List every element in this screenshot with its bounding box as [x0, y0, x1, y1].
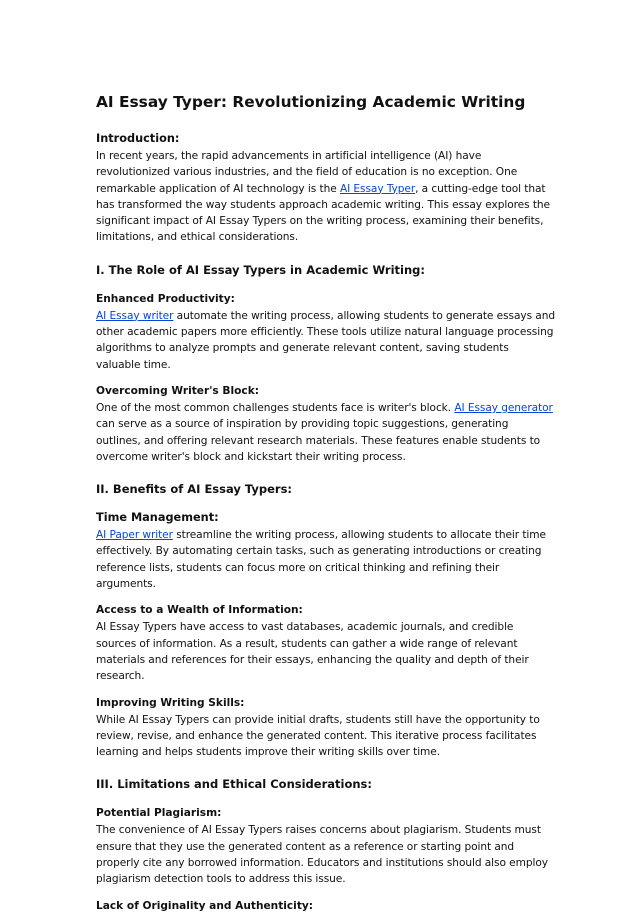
section1-sub1-heading: Enhanced Productivity:	[96, 292, 235, 305]
section1-heading: I. The Role of AI Essay Typers in Academic Writing:	[96, 262, 425, 277]
section2-sub2-paragraph: AI Essay Typers have access to vast databases, academic journals, and credible sources of information. As a result, students can gather a wide range of relevant materials and references for their essays, enhancing the quality and depth of their research.	[96, 621, 529, 683]
section2-sub3-paragraph: While AI Essay Typers can provide initial drafts, students still have the opportunity to review, revise, and enhance the generated content. This iterative process facilitates learning and helps students improve their writing skills over time.	[96, 713, 540, 759]
ai-essay-generator-link[interactable]: AI Essay generator	[454, 401, 553, 414]
document-title: AI Essay Typer: Revolutionizing Academic Writing	[96, 93, 526, 111]
section3-sub1-paragraph: The convenience of AI Essay Typers raises concerns about plagiarism. Students must ensure that they use the generated content as a reference or starting point and properly cite any borrowed information. Educators and institutions should also employ plagiarism detection tools to address this issue.	[96, 824, 548, 886]
ai-essay-typer-link[interactable]: AI Essay Typer	[339, 182, 416, 195]
section2-sub1-paragraph	[96, 527, 556, 592]
section1-sub2-text-before: One of the most common challenges students face is writer's block.	[96, 401, 455, 414]
intro-heading: Introduction:	[96, 132, 180, 145]
section1-sub2-text-after: can serve as a source of inspiration by providing topic suggestions, generating outlines, and offering relevant research materials. These features enable students to overcome writer's block and kickstart their writing process.	[96, 418, 541, 463]
intro-text-after: , a cutting-edge tool that has transformed the way students approach academic writing. This essay explores the significant impact of AI Essay Typers on the writing process, examining their benefits, limitations, and ethical considerations.	[96, 182, 550, 244]
section1-sub1-text: automate the writing process, allowing students to generate essays and other academic papers more efficiently. These tools utilize natural language processing algorithms to analyze prompts and generate relevant content, saving students valuable time.	[96, 309, 555, 371]
document-page	[96, 91, 556, 915]
section2-sub1-text: streamline the writing process, allowing students to allocate their time effectively. By automating certain tasks, such as generating introductions or creating reference lists, students can focus more on critical thinking and refining their arguments.	[96, 529, 546, 591]
section2-sub3-heading: Improving Writing Skills:	[96, 696, 245, 709]
section1-sub2-heading: Overcoming Writer's Block:	[96, 384, 259, 397]
ai-paper-writer-link[interactable]: AI Paper writer	[96, 529, 173, 542]
section1-sub1-paragraph	[96, 308, 556, 373]
intro-paragraph	[96, 148, 556, 246]
section3-sub2-heading: Lack of Originality and Authenticity:	[96, 899, 314, 912]
section3-heading: III. Limitations and Ethical Considerations:	[96, 777, 372, 792]
section2-heading: II. Benefits of AI Essay Typers:	[96, 482, 293, 497]
section2-sub1-heading: Time Management:	[96, 511, 219, 525]
section2-sub2-heading: Access to a Wealth of Information:	[96, 604, 303, 617]
section1-sub2-paragraph	[96, 400, 556, 465]
section3-sub1-heading: Potential Plagiarism:	[96, 807, 222, 820]
ai-essay-writer-link[interactable]: AI Essay writer	[96, 309, 174, 322]
intro-text-before: In recent years, the rapid advancements in artificial intelligence (AI) have revolutionized various industries, and the field of education is no exception. One remarkable application of AI technology is the	[96, 150, 518, 195]
